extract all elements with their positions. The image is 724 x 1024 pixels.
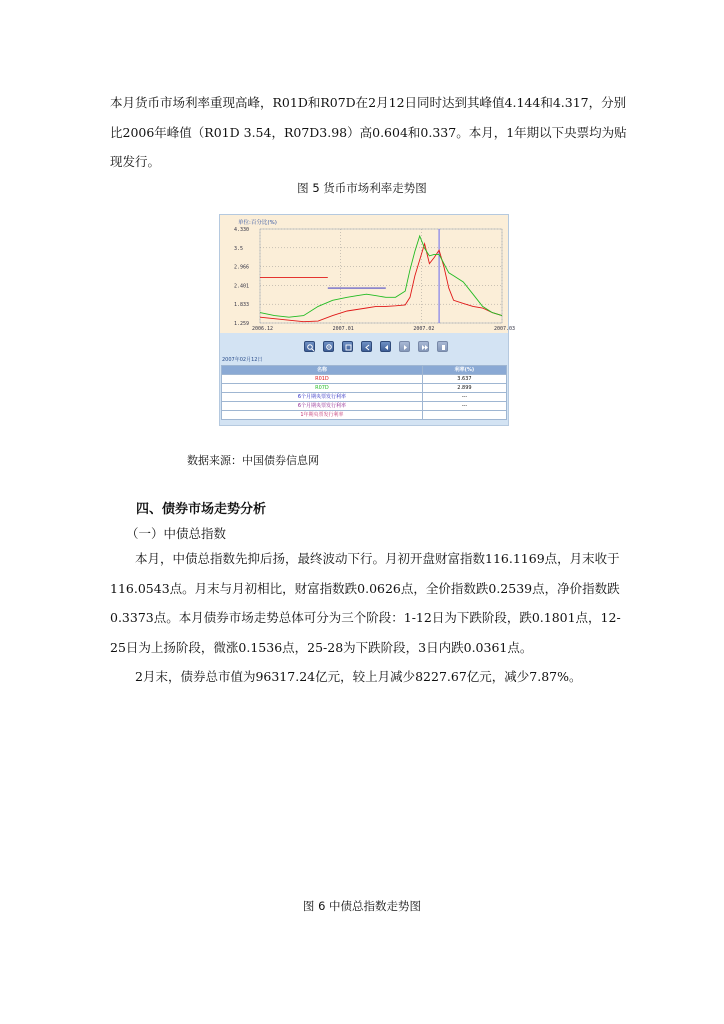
figure6-caption: 图 6 中债总指数走势图 bbox=[302, 899, 422, 913]
first-page-icon bbox=[382, 343, 391, 352]
zoom-out-button[interactable] bbox=[323, 341, 334, 352]
row-name: 1年期央票发行利率 bbox=[222, 411, 423, 420]
series-line bbox=[260, 244, 502, 322]
back-button[interactable] bbox=[361, 341, 372, 352]
plot-frame bbox=[260, 229, 502, 323]
row-value: --- bbox=[422, 402, 506, 411]
row-name: 6个月期央票发行利率 bbox=[222, 393, 423, 402]
series-line bbox=[260, 236, 502, 317]
y-tick-label: 3.5 bbox=[234, 245, 244, 252]
y-tick-label: 4.330 bbox=[234, 227, 250, 233]
move-button[interactable] bbox=[342, 341, 353, 352]
row-value: 2.899 bbox=[422, 384, 506, 393]
move-icon bbox=[344, 343, 353, 352]
table-header-row bbox=[222, 366, 507, 375]
y-tick-label: 2.966 bbox=[234, 264, 250, 271]
table-row bbox=[222, 393, 507, 402]
table-row bbox=[222, 375, 507, 384]
selected-date: 2007年02月12日 bbox=[222, 357, 263, 363]
zoom-in-icon bbox=[306, 343, 315, 352]
x-tick-label: 2007.03 bbox=[494, 326, 516, 332]
back-icon bbox=[363, 343, 372, 352]
row-value: 3.637 bbox=[422, 375, 506, 384]
row-name: R07D bbox=[222, 384, 423, 393]
table-header-rate: 利率(%) bbox=[422, 366, 506, 375]
end-icon bbox=[439, 343, 448, 352]
figure5-caption: 图 5 货币市场利率走势图 bbox=[297, 181, 427, 195]
chart-legend-label: 单位:百分比(%) bbox=[238, 220, 277, 226]
end-button[interactable] bbox=[437, 341, 448, 352]
paragraph-money-market: 本月货币市场利率重现高峰，R01D和R07D在2月12日同时达到其峰值4.144和4.317，分别比2006年峰值（R01D 3.54，R07D3.98）高0.604和0.337。本月，1年期以下央票均为贴现发行。 bbox=[110, 95, 627, 169]
section-heading: 四、债券市场走势分析 bbox=[136, 502, 267, 517]
last-page-button[interactable] bbox=[418, 341, 429, 352]
rate-line-chart bbox=[220, 215, 516, 333]
y-tick-label: 1.259 bbox=[234, 321, 250, 327]
table-row bbox=[222, 411, 507, 420]
paragraph-bond-index: 本月，中债总指数先抑后扬，最终波动下行。月初开盘财富指数116.1169点，月末收于116.0543点。月末与月初相比，财富指数跌0.0626点，全价指数跌0.2539点，净价指数跌0.3373点。本月债券市场走势总体可分为三个阶段：1-12日为下跌阶段，跌0.1801点，12-25日为上扬阶段，微涨0.1536点，25-28为下跌阶段，3日内跌0.0361点。 bbox=[110, 551, 621, 655]
last-page-icon bbox=[420, 343, 429, 352]
table-row bbox=[222, 402, 507, 411]
chart-toolbar bbox=[304, 341, 454, 355]
zoom-out-icon bbox=[325, 343, 334, 352]
row-value: --- bbox=[422, 393, 506, 402]
first-page-button[interactable] bbox=[380, 341, 391, 352]
subsection-heading: （一）中债总指数 bbox=[126, 526, 227, 541]
next-page-icon bbox=[401, 343, 410, 352]
x-tick-label: 2007.02 bbox=[413, 326, 435, 332]
y-tick-label: 2.401 bbox=[234, 283, 250, 290]
x-tick-label: 2007.01 bbox=[332, 326, 354, 332]
data-source: 数据来源：中国债券信息网 bbox=[187, 454, 319, 467]
table-header-name: 名称 bbox=[222, 366, 423, 375]
chart-area bbox=[220, 215, 516, 333]
table-row bbox=[222, 384, 507, 393]
x-tick-label: 2006.12 bbox=[252, 326, 274, 332]
row-name: 6个月期央票发行利率 bbox=[222, 402, 423, 411]
next-page-button[interactable] bbox=[399, 341, 410, 352]
row-value bbox=[422, 411, 506, 420]
y-tick-label: 1.833 bbox=[234, 302, 250, 309]
zoom-in-button[interactable] bbox=[304, 341, 315, 352]
paragraph-market-value: 2月末，债券总市值为96317.24亿元，较上月减少8227.67亿元，减少7.87%。 bbox=[135, 669, 582, 684]
rate-chart-widget bbox=[219, 214, 516, 426]
row-name: R01D bbox=[222, 375, 423, 384]
rate-table bbox=[221, 365, 507, 420]
